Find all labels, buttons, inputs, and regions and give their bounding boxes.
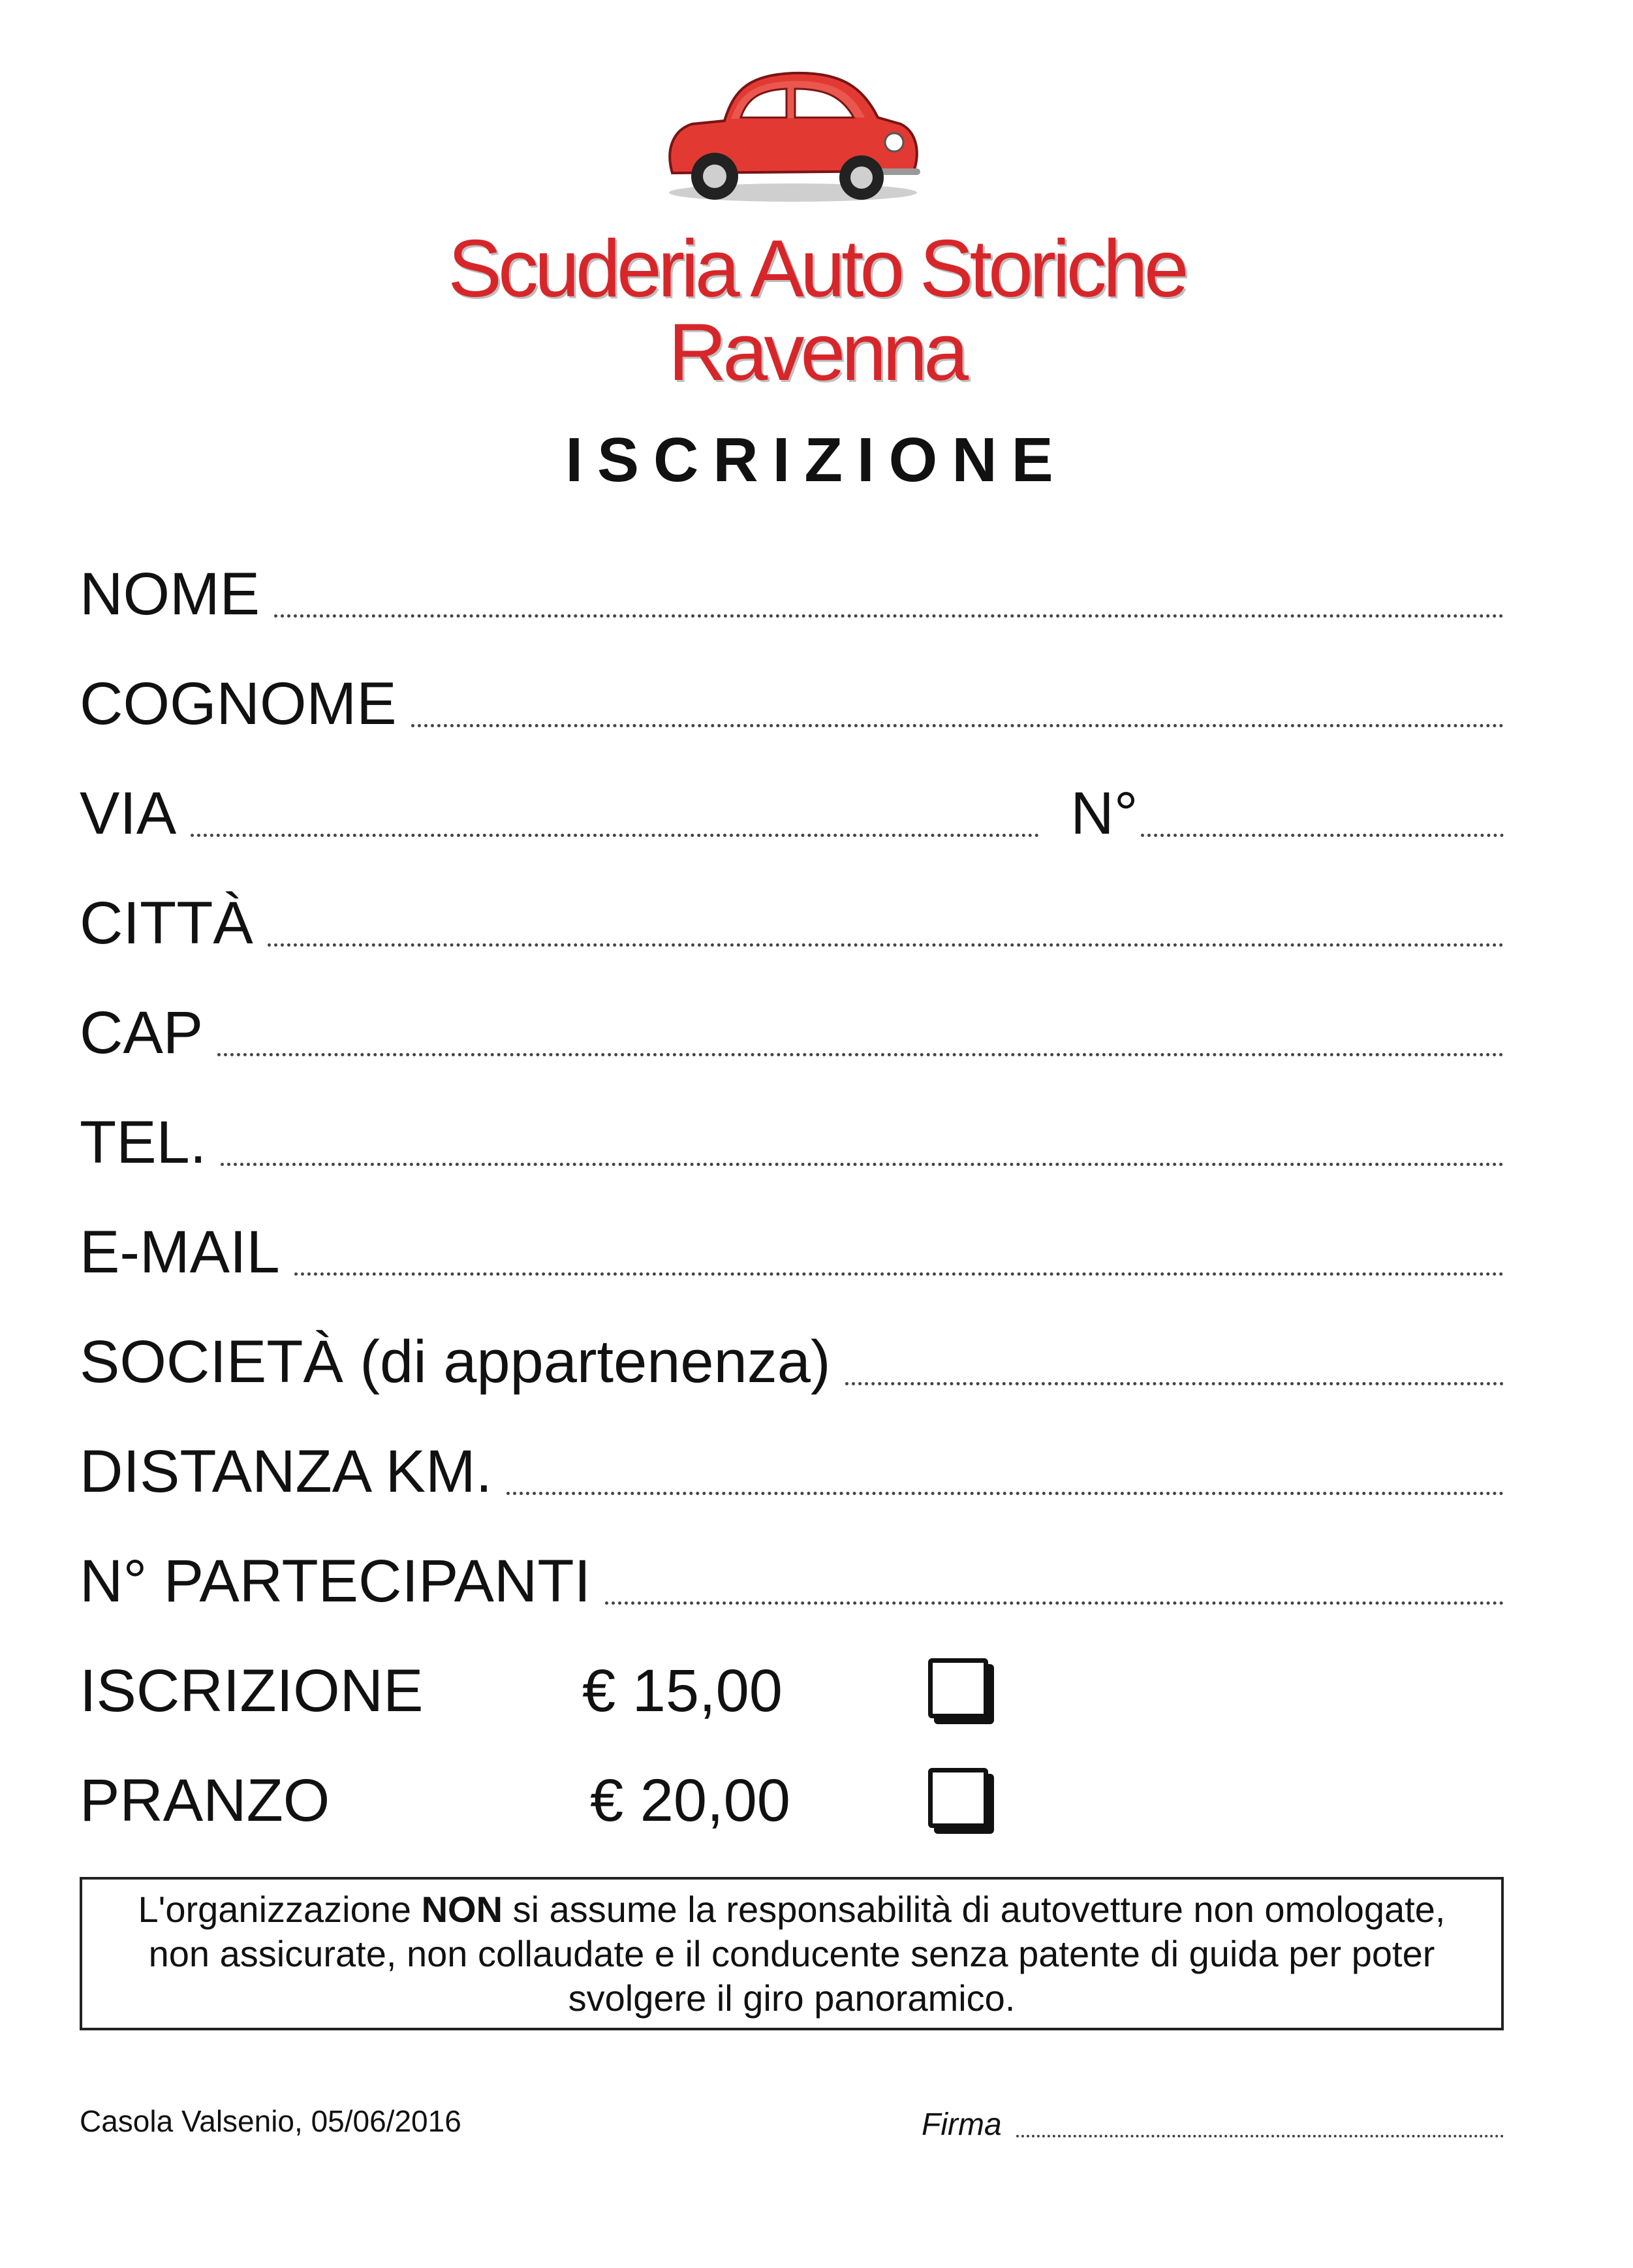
field-row-tel bbox=[80, 1084, 1504, 1175]
field-input-partecipanti[interactable] bbox=[605, 1601, 1504, 1605]
field-input-distanza[interactable] bbox=[506, 1492, 1504, 1495]
checkbox-pranzo[interactable] bbox=[928, 1768, 988, 1828]
field-input-email[interactable] bbox=[294, 1272, 1504, 1276]
field-input-cognome[interactable] bbox=[411, 724, 1504, 727]
field-label-citta: CITTÀ bbox=[80, 890, 253, 956]
field-row-nome bbox=[80, 535, 1504, 627]
field-input-citta[interactable] bbox=[268, 943, 1504, 947]
field-label-numero: N° bbox=[1070, 780, 1138, 847]
field-label-via: VIA bbox=[80, 780, 177, 847]
disclaimer-text bbox=[108, 1887, 1475, 2021]
field-label-tel: TEL. bbox=[80, 1109, 207, 1176]
field-label-cognome: COGNOME bbox=[80, 670, 397, 737]
disclaimer-bold: NON bbox=[421, 1888, 503, 1930]
field-input-societa[interactable] bbox=[845, 1382, 1504, 1385]
field-row-societa bbox=[80, 1303, 1504, 1394]
fee-row-pranzo bbox=[80, 1742, 1059, 1833]
field-label-distanza: DISTANZA KM. bbox=[80, 1438, 493, 1505]
field-row-cap bbox=[80, 974, 1504, 1065]
field-input-numero[interactable] bbox=[1141, 834, 1504, 837]
red-vintage-car-icon bbox=[653, 59, 927, 209]
fee-label-iscrizione: ISCRIZIONE bbox=[80, 1658, 424, 1724]
club-name-line2: Ravenna bbox=[668, 307, 965, 398]
field-label-societa: SOCIETÀ (di appartenenza) bbox=[80, 1329, 831, 1395]
field-input-nome[interactable] bbox=[274, 614, 1504, 618]
form-title: ISCRIZIONE bbox=[565, 425, 1068, 495]
field-input-cap[interactable] bbox=[217, 1053, 1504, 1056]
disclaimer-box bbox=[80, 1877, 1504, 2030]
field-row-partecipanti bbox=[80, 1522, 1504, 1614]
field-label-email: E-MAIL bbox=[80, 1219, 280, 1285]
field-row-cognome bbox=[80, 645, 1504, 736]
fee-label-pranzo: PRANZO bbox=[80, 1767, 330, 1834]
place-date: Casola Valsenio, 05/06/2016 bbox=[80, 2104, 461, 2138]
fee-amount-iscrizione: € 15,00 bbox=[582, 1658, 783, 1724]
field-label-partecipanti: N° PARTECIPANTI bbox=[80, 1548, 591, 1614]
field-label-nome: NOME bbox=[80, 561, 260, 627]
club-name-line1: Scuderia Auto Storiche bbox=[448, 224, 1185, 314]
signature-row bbox=[922, 2097, 1504, 2143]
fee-row-iscrizione bbox=[80, 1632, 1059, 1724]
field-row-citta bbox=[80, 864, 1504, 956]
field-label-cap: CAP bbox=[80, 1000, 204, 1066]
disclaimer-part1: L'organizzazione bbox=[138, 1888, 422, 1930]
field-row-via bbox=[80, 755, 1504, 846]
field-input-via[interactable] bbox=[191, 834, 1039, 837]
signature-label: Firma bbox=[922, 2107, 1002, 2142]
field-input-tel[interactable] bbox=[221, 1163, 1504, 1166]
disclaimer-part2: si assume la responsabilità di autovetture non omologate, non assicurate, non collaudate e il conducente senza patente di guida per poter svolgere il giro panoramico. bbox=[148, 1888, 1446, 2019]
checkbox-iscrizione[interactable] bbox=[928, 1658, 988, 1718]
field-row-email bbox=[80, 1193, 1504, 1285]
fee-amount-pranzo: € 20,00 bbox=[590, 1767, 790, 1834]
field-row-distanza bbox=[80, 1413, 1504, 1504]
signature-input[interactable] bbox=[1016, 2135, 1504, 2137]
